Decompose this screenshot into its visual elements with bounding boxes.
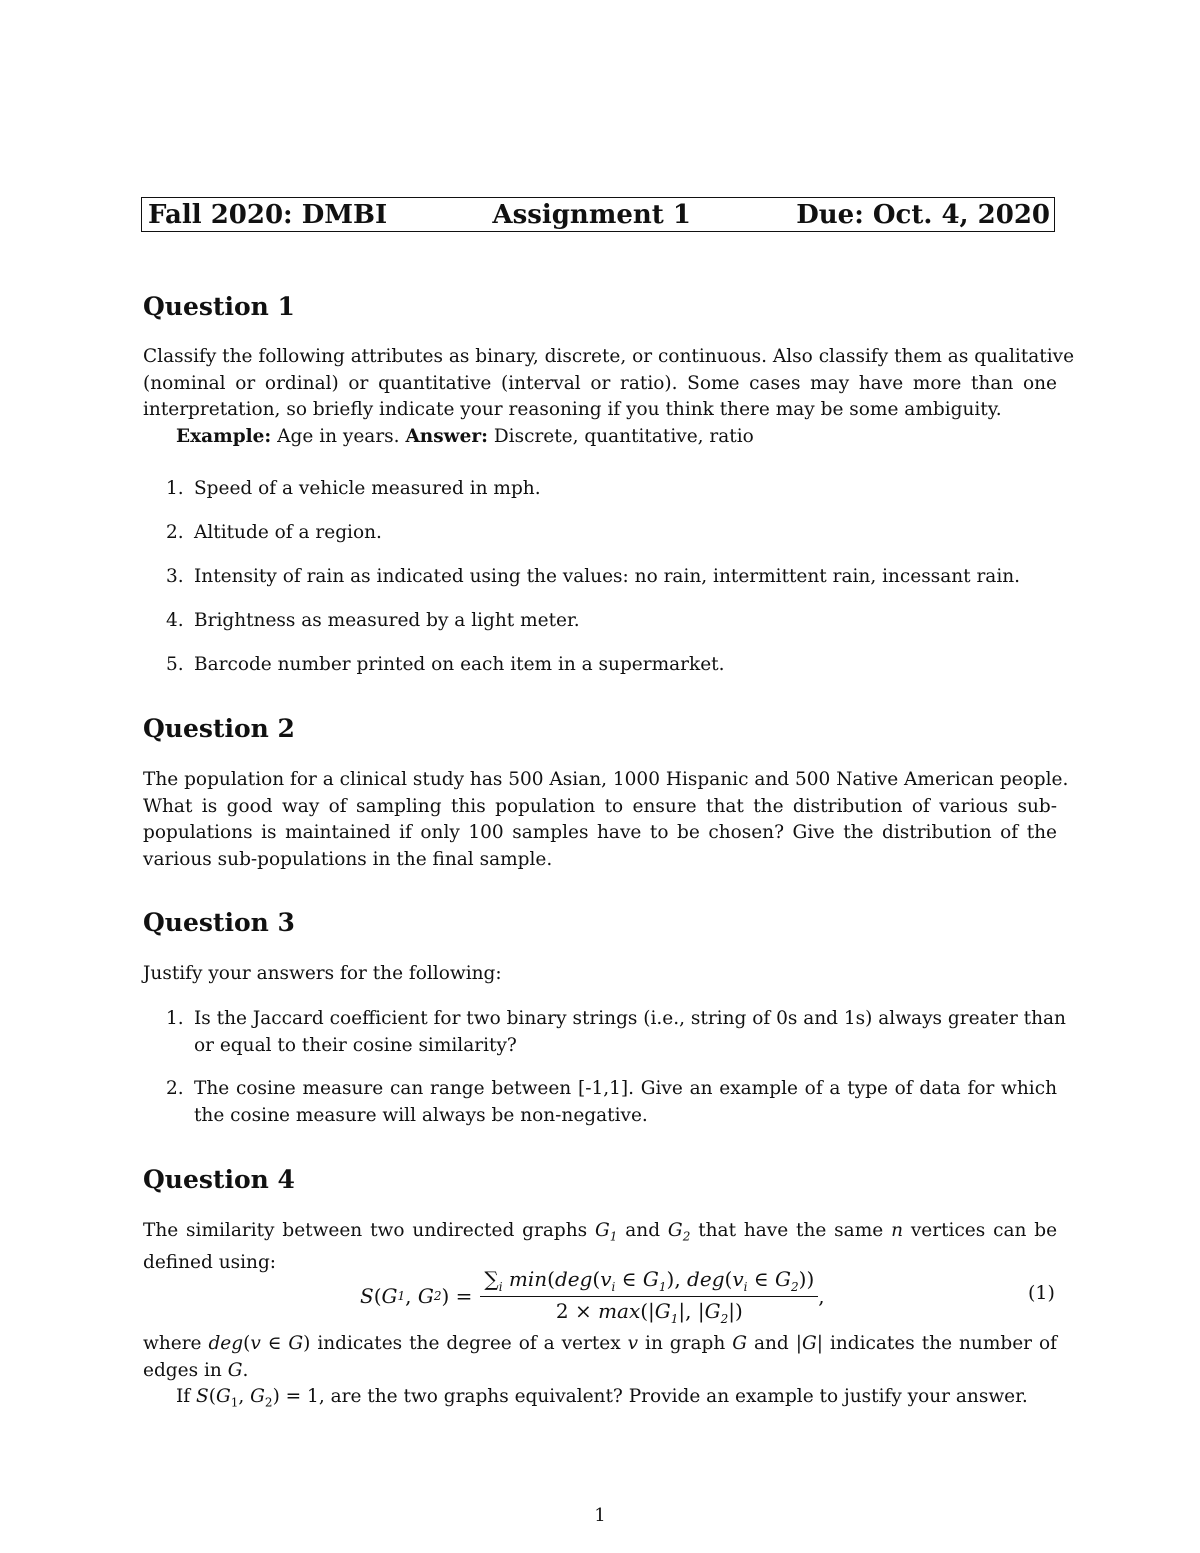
question-2-body [143, 767, 1069, 873]
question-3-title: Question 3 [143, 908, 295, 937]
question-1-intro [143, 344, 1075, 450]
due-date: Due: Oct. 4, 2020 [796, 199, 1050, 230]
question-4-final-question: If $S(G_1$, $G_2) = 1$, are the two graphs equivalent? Provide an example to justify your answer. [176, 1386, 1028, 1410]
list-item-text: Altitude of a region. [194, 522, 382, 543]
question-4-explanation [143, 1331, 1057, 1416]
list-item [166, 564, 1057, 591]
list-item-text [166, 1006, 1066, 1059]
course-title: Fall 2020: DMBI [148, 199, 388, 230]
question-1-title: Question 1 [143, 292, 295, 321]
question-1-intro-line: interpretation, so briefly indicate your reasoning if you think there may be some ambiguity. [143, 399, 1002, 420]
list-item [166, 1006, 1066, 1059]
question-3-intro [143, 961, 1057, 988]
list-item-number: 3. [166, 566, 184, 587]
list-item-line: the cosine measure will always be non-negative. [194, 1104, 648, 1126]
list-item-number: 1. [166, 1008, 184, 1029]
page-number: 1 [594, 1505, 606, 1526]
assignment-title: Assignment 1 [492, 199, 691, 230]
example-text: Age in years. [277, 425, 400, 447]
question-3-intro-text: Justify your answers for the following: [143, 963, 502, 984]
question-2-line: The population for a clinical study has 500 Asian, 1000 Hispanic and 500 Native American people. [143, 769, 1069, 790]
question-2-line: populations is maintained if only 100 samples have to be chosen? Give the distribution of the [143, 822, 1057, 843]
list-item [166, 476, 1057, 503]
question-4-line: edges in G. [143, 1359, 249, 1381]
question-1-intro-line: (nominal or ordinal) or quantitative (interval or ratio). Some cases may have more than one [143, 372, 1057, 394]
list-item-number: 5. [166, 654, 184, 675]
list-item-text [166, 1076, 1057, 1129]
list-item [166, 520, 1057, 547]
list-item [166, 652, 1057, 679]
question-2-line: What is good way of sampling this population to ensure that the distribution of various sub- [143, 795, 1057, 817]
question-4-line: The similarity between two undirected graphs $G_1$ and $G_2$ that have the same n vertices can be [143, 1220, 1058, 1244]
list-item-line: or equal to their cosine similarity? [194, 1034, 517, 1056]
list-item-number: 4. [166, 610, 184, 631]
answer-label: Answer: [405, 425, 488, 447]
equation-fraction: $\frac{\sum_i \min(deg(v_i \in G_1), deg(v_i \in G_2))}{2 \times \max(|G_1|, |G_2|)}$ [480, 1267, 818, 1326]
list-item-line: The cosine measure can range between [-1,1]. Give an example of a type of data for which [194, 1078, 1057, 1099]
list-item-text: Speed of a vehicle measured in mph. [194, 478, 541, 499]
list-item [166, 608, 1057, 635]
question-4-line: defined using: [143, 1252, 277, 1274]
list-item-text: Brightness as measured by a light meter. [194, 610, 580, 631]
list-item-number: 2. [166, 522, 184, 543]
assignment-header [141, 197, 1055, 232]
question-1-example [143, 424, 1057, 451]
equation-number: (1) [1028, 1282, 1055, 1304]
list-item [166, 1076, 1057, 1129]
question-1-intro-line: Classify the following attributes as binary, discrete, or continuous. Also classify them as qualitative [143, 346, 1075, 367]
answer-text: Discrete, quantitative, ratio [493, 425, 754, 447]
list-item-number: 1. [166, 478, 184, 499]
list-item-text: Barcode number printed on each item in a supermarket. [194, 654, 725, 675]
similarity-equation: S ( G 1 , G 2 ) = $\frac{\sum_i \min(deg(v_i \in G_1), deg(v_i \in G_2))}{2 \times \max(|G_1|, |G_2|)}$ , [360, 1266, 825, 1326]
question-2-line: various sub-populations in the final sample. [143, 848, 553, 870]
question-4-title: Question 4 [143, 1165, 295, 1194]
question-2-title: Question 2 [143, 714, 295, 743]
example-label: Example: [176, 425, 272, 447]
question-4-line: where deg(v ∈ G) indicates the degree of a vertex v in graph G and |G| indicates the number of [143, 1333, 1057, 1354]
list-item-text: Intensity of rain as indicated using the values: no rain, intermittent rain, incessant rain. [194, 566, 1021, 587]
list-item-line: Is the Jaccard coefficient for two binary strings (i.e., string of 0s and 1s) always greater than [194, 1008, 1066, 1029]
list-item-number: 2. [166, 1078, 184, 1099]
